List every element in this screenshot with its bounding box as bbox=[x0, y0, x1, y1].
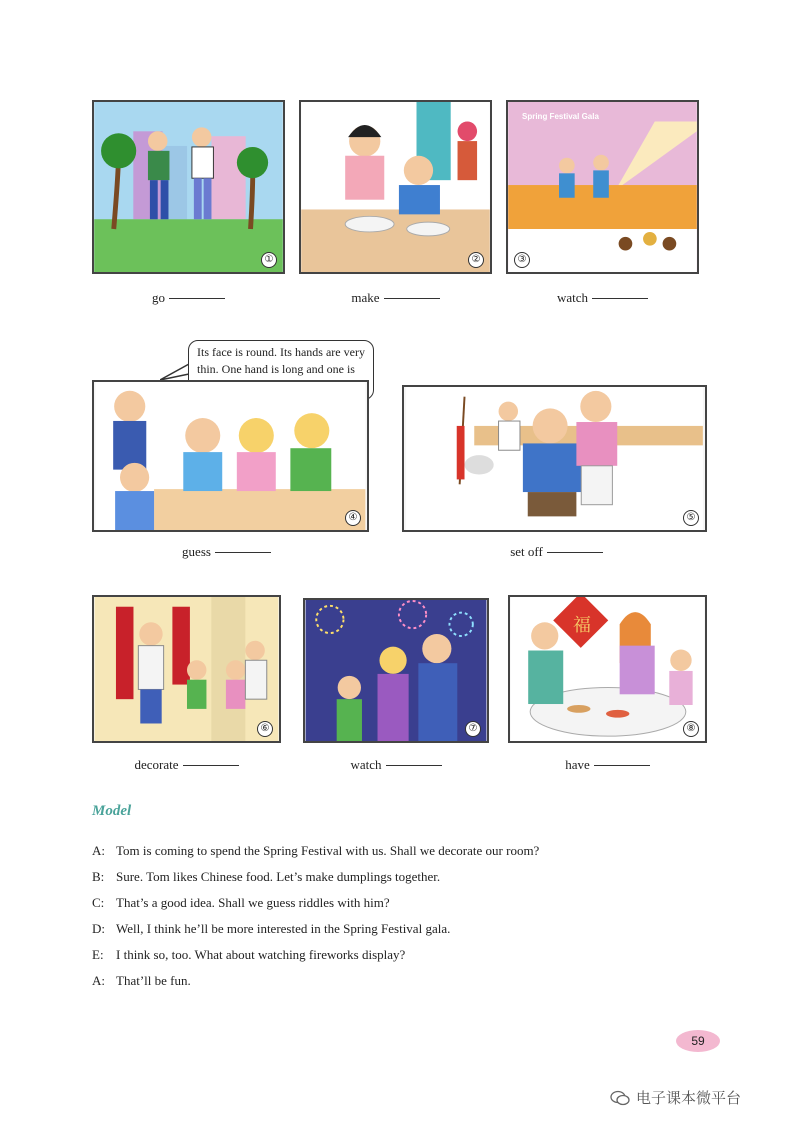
dialog-line bbox=[92, 864, 732, 890]
caption-7: watch bbox=[303, 757, 489, 773]
illustration-watching-fireworks bbox=[305, 600, 487, 741]
panel-number: ② bbox=[468, 252, 484, 268]
answer-blank[interactable] bbox=[547, 552, 603, 553]
illustration-decorating-room bbox=[94, 597, 279, 741]
dialog-line bbox=[92, 968, 732, 994]
wechat-icon bbox=[610, 1090, 630, 1106]
speaker-label: E: bbox=[92, 947, 104, 962]
stage-sign: Spring Festival Gala bbox=[522, 112, 599, 121]
caption-5: set off bbox=[460, 544, 653, 560]
panel-number: ⑧ bbox=[683, 721, 699, 737]
panel-number: ④ bbox=[345, 510, 361, 526]
answer-blank[interactable] bbox=[183, 765, 239, 766]
riddle-text: Its face is round. Its hands are very thin. One hand is long and one is bbox=[197, 345, 365, 376]
dialog-text: I think so, too. What about watching fireworks display? bbox=[116, 947, 406, 962]
answer-blank[interactable] bbox=[384, 298, 440, 299]
picture-panel-2 bbox=[299, 100, 492, 274]
panel-number: ⑥ bbox=[257, 721, 273, 737]
panel-number: ① bbox=[261, 252, 277, 268]
answer-blank[interactable] bbox=[169, 298, 225, 299]
fu-character: 福 bbox=[573, 615, 591, 636]
picture-panel-7 bbox=[303, 598, 489, 743]
illustration-guessing-riddles bbox=[94, 382, 367, 530]
caption-8: have bbox=[508, 757, 707, 773]
dialog-text: That’ll be fun. bbox=[116, 973, 191, 988]
picture-panel-5 bbox=[402, 385, 707, 532]
picture-panel-8 bbox=[508, 595, 707, 743]
caption-2: make bbox=[299, 290, 492, 306]
illustration-family-dinner bbox=[510, 597, 705, 741]
dialog-line bbox=[92, 916, 732, 942]
model-heading: Model bbox=[92, 803, 132, 819]
caption-6: decorate bbox=[92, 757, 281, 773]
answer-blank[interactable] bbox=[594, 765, 650, 766]
dialog-line bbox=[92, 890, 732, 916]
speaker-label: C: bbox=[92, 895, 105, 910]
dialog-text: Well, I think he’ll be more interested in the Spring Festival gala. bbox=[116, 921, 451, 936]
speaker-label: D: bbox=[92, 921, 105, 936]
panel-number: ③ bbox=[514, 252, 530, 268]
illustration-walking-kids bbox=[94, 102, 283, 272]
dialog-line bbox=[92, 838, 732, 864]
panel-number: ⑤ bbox=[683, 510, 699, 526]
illustration-setting-off-firecrackers bbox=[404, 387, 705, 530]
picture-panel-1 bbox=[92, 100, 285, 274]
picture-panel-3 bbox=[506, 100, 699, 274]
picture-panel-6 bbox=[92, 595, 281, 743]
picture-panel-4 bbox=[92, 380, 369, 532]
speaker-label: B: bbox=[92, 869, 105, 884]
watermark-text: 电子课本微平台 bbox=[636, 1089, 742, 1107]
caption-3: watch bbox=[506, 290, 699, 306]
page-number-badge: 59 bbox=[676, 1030, 720, 1052]
speaker-label: A: bbox=[92, 973, 105, 988]
watermark bbox=[610, 1087, 741, 1108]
dialog-text: Tom is coming to spend the Spring Festival with us. Shall we decorate our room? bbox=[116, 843, 540, 858]
answer-blank[interactable] bbox=[215, 552, 271, 553]
answer-blank[interactable] bbox=[386, 765, 442, 766]
caption-4: guess bbox=[130, 544, 323, 560]
model-dialog bbox=[92, 838, 732, 994]
caption-1: go bbox=[92, 290, 285, 306]
dialog-line bbox=[92, 942, 732, 968]
speaker-label: A: bbox=[92, 843, 105, 858]
dialog-text: That’s a good idea. Shall we guess riddles with him? bbox=[116, 895, 390, 910]
illustration-gala-stage bbox=[508, 102, 697, 272]
dialog-text: Sure. Tom likes Chinese food. Let’s make dumplings together. bbox=[116, 869, 441, 884]
panel-number: ⑦ bbox=[465, 721, 481, 737]
answer-blank[interactable] bbox=[592, 298, 648, 299]
illustration-making-dumplings bbox=[301, 102, 490, 272]
